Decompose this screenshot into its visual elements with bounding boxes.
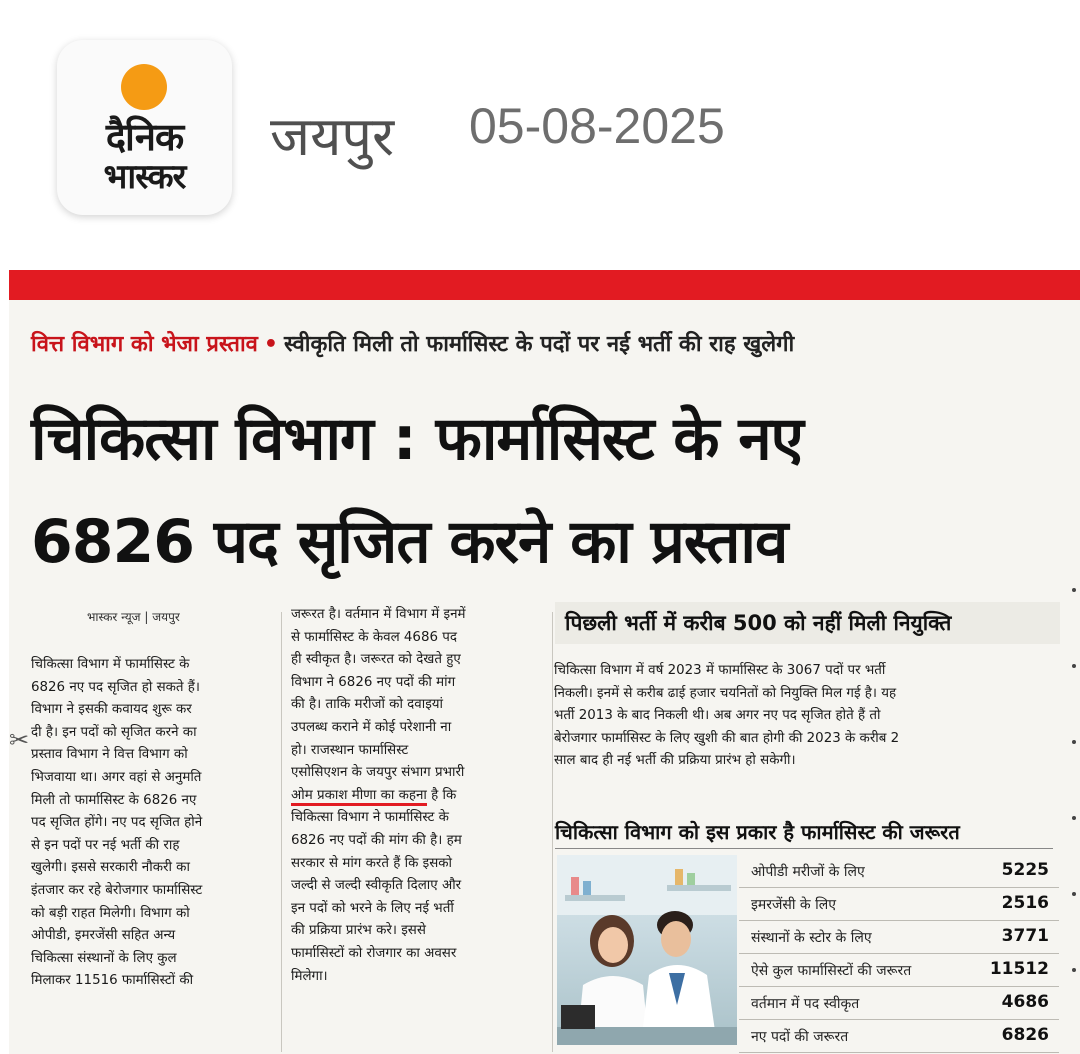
text-line: इन पदों को भरने के लिए नई भर्ती [291,900,454,916]
underlined-quote-name: ओम प्रकाश मीणा का कहना [291,788,427,806]
table-row-label: नए पदों की जरूरत [751,1029,849,1045]
text-line: 6826 नए पदों की मांग की है। हम [291,832,462,848]
table-row-label: संस्थानों के स्टोर के लिए [751,930,872,946]
text-line: भर्ती 2013 के बाद निकली थी। अब अगर नए पद सृजित होते हैं तो [554,708,881,724]
text-line: चिकित्सा विभाग में फार्मासिस्ट के [31,657,190,672]
column-divider [281,612,282,1052]
table-row-label: इमरजेंसी के लिए [751,897,836,913]
table-row-value: 4686 [1001,992,1049,1012]
table-row-value: 3771 [1001,926,1049,946]
table-row-label: वर्तमान में पद स्वीकृत [751,996,860,1012]
text-line: चिकित्सा संस्थानों के लिए कुल [31,950,177,966]
kicker-line [31,328,794,358]
subheading-text: पिछली भर्ती में करीब 500 को नहीं मिली नियुक्ति [565,611,952,635]
edition-date: 05-08-2025 [469,98,725,154]
subheading-previous-recruitment [555,602,1060,644]
table-row-value: 5225 [1001,860,1049,880]
dainik-bhaskar-logo [57,40,232,215]
logo-text-line2: भास्कर [103,157,186,197]
kicker-text: स्वीकृति मिली तो फार्मासिस्ट के पदों पर नई भर्ती की राह खुलेगी [283,332,795,357]
text-line: जल्दी से जल्दी स्वीकृति दिलाए और [291,878,462,894]
table-row [739,921,1059,954]
text-line: साल बाद ही नई भर्ती की प्रक्रिया प्रारंभ हो सकेगी। [554,753,796,769]
subheading-requirement: चिकित्सा विभाग को इस प्रकार है फार्मासिस्ट की जरूरत [555,820,960,844]
text-line: दी है। इन पदों को सृजित करने का [31,724,197,740]
table-row-value: 2516 [1001,893,1049,913]
text-line: की प्रक्रिया प्रारंभ करे। इससे [291,923,426,939]
kicker-bullet: • [263,332,278,357]
column-divider [552,612,553,1052]
text-line: प्रस्ताव विभाग ने वित्त विभाग को [31,747,188,763]
headline [31,388,803,594]
table-row [739,1020,1059,1053]
kicker-red-text: वित्त विभाग को भेजा प्रस्ताव [31,332,258,357]
sun-logo-icon [121,64,167,110]
text-line: निकली। इनमें से करीब ढाई हजार चयनितों को नियुक्ति मिल गई है। यह [554,685,897,701]
text-line: सरकार से मांग करते हैं कि इसको [291,855,452,871]
table-row-label: ओपीडी मरीजों के लिए [751,864,865,880]
text-line: खुलेगी। इससे सरकारी नौकरी का [31,860,190,876]
byline: भास्कर न्यूज | जयपुर [87,610,180,624]
text-line: से इन पदों पर नई भर्ती की राह [31,837,180,853]
text-line: मिलाकर 11516 फार्मासिस्टों की [31,973,194,989]
text-line: इंतजार कर रहे बेरोजगार फार्मासिस्ट [31,882,203,898]
text-line: मिली तो फार्मासिस्ट के 6826 नए [31,792,197,808]
table-row [739,888,1059,921]
text-line: हो। राजस्थान फार्मासिस्ट [291,742,409,758]
quote-name-continuation: है कि [426,787,457,803]
text-line: जरूरत है। वर्तमान में विभाग में इनमें [291,607,466,622]
headline-line-1: चिकित्सा विभाग : फार्मासिस्ट के नए [31,404,803,474]
table-row-value: 11512 [989,959,1049,979]
pharmacists-photo [557,855,737,1045]
text-line: को बड़ी राहत मिलेगी। विभाग को [31,905,190,921]
text-line: उपलब्ध कराने में कोई परेशानी ना [291,719,452,735]
text-line: विभाग ने 6826 नए पदों की मांग [291,674,456,690]
text-line: चिकित्सा विभाग ने फार्मासिस्ट के [291,810,449,826]
text-line: मिलेगा। [291,968,328,984]
table-row-value: 6826 [1001,1025,1049,1045]
headline-line-2: 6826 पद सृजित करने का प्रस्ताव [31,507,788,577]
text-line: से फार्मासिस्ट के केवल 4686 पद [291,629,457,645]
red-top-bar [9,270,1080,300]
table-row [739,954,1059,987]
table-row [739,855,1059,888]
table-row-label: ऐसे कुल फार्मासिस्टों की जरूरत [751,963,912,979]
text-line: बेरोजगार फार्मासिस्ट के लिए खुशी की बात होगी की 2023 के करीब 2 [554,730,900,746]
article-column-1 [31,654,269,993]
pharmacists-photo-illustration [557,855,737,1045]
text-line: की है। ताकि मरीजों को दवाइयां [291,697,444,713]
text-line: ही स्वीकृत है। जरूरत को देखते हुए [291,652,461,668]
text-line: फार्मासिस्टों को रोजगार का अवसर [291,945,457,961]
newspaper-clipping [9,270,1080,1054]
edition-city: जयपुर [270,105,395,168]
text-line: भिजवाया था। अगर वहां से अनुमति [31,769,202,785]
text-line [291,785,549,808]
article-column-3 [554,660,1059,773]
requirement-table [739,855,1059,1053]
article-column-2 [291,604,549,988]
logo-text-line1: दैनिक [105,115,184,159]
perforation-dots [1070,588,1078,1048]
text-line: 6826 नए पद सृजित हो सकते हैं। [31,679,200,695]
text-line: पद सृजित होंगे। नए पद सृजित होने [31,815,203,831]
text-line: चिकित्सा विभाग में वर्ष 2023 में फार्मासिस्ट के 3067 पदों पर भर्ती [554,663,886,678]
text-line: ओपीडी, इमरजेंसी सहित अन्य [31,928,176,944]
subheading-rule [555,848,1053,849]
text-line: एसोसिएशन के जयपुर संभाग प्रभारी [291,765,465,781]
text-line: विभाग ने इसकी कवायद शुरू कर [31,702,192,718]
table-row [739,987,1059,1020]
scissors-icon: ✂ [9,726,30,754]
